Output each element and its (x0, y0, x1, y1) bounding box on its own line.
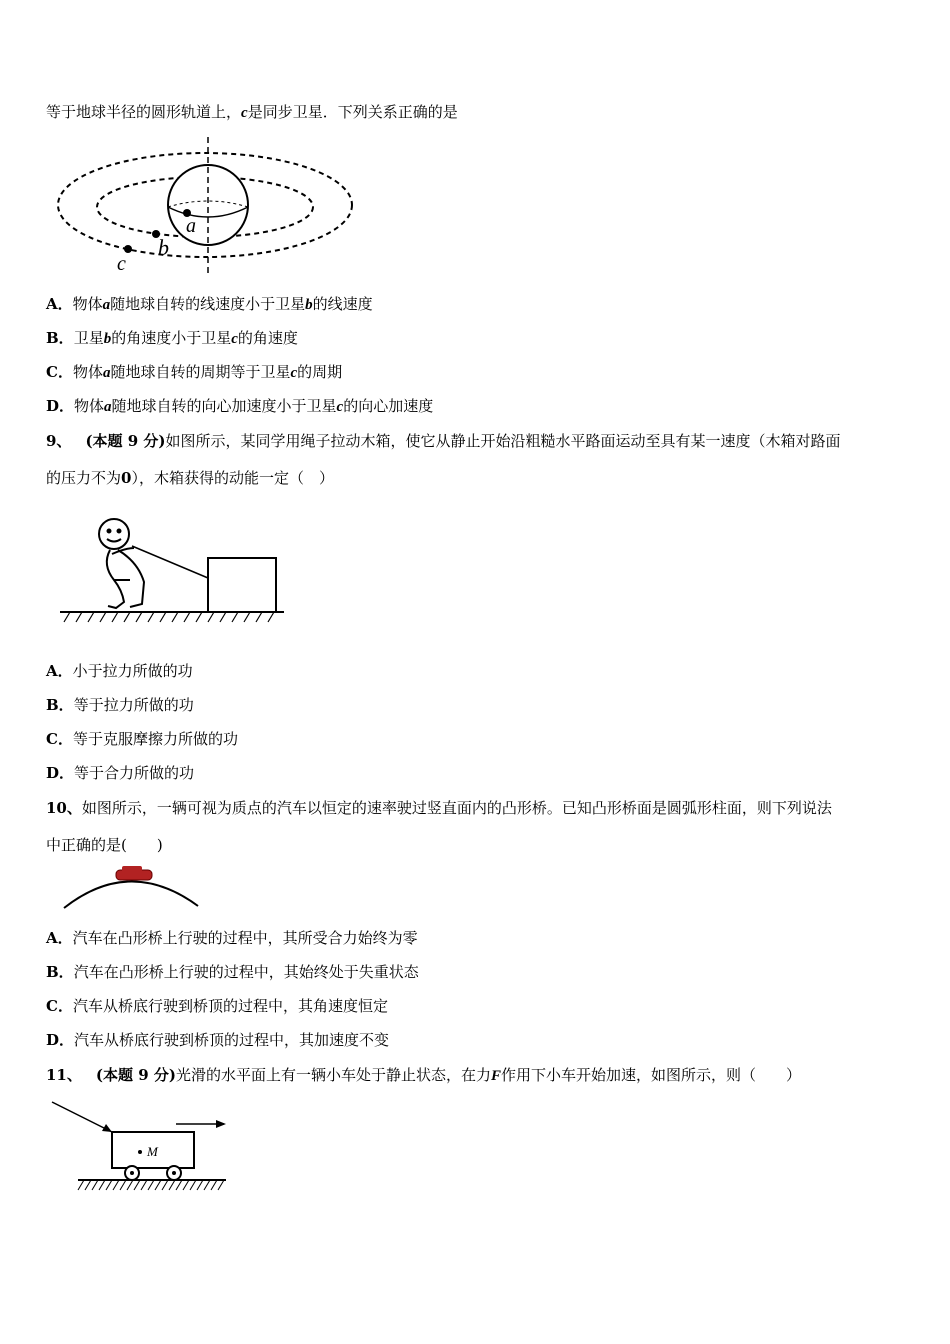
force-line (52, 1102, 112, 1132)
cart-mass-dot (138, 1150, 142, 1154)
mass-label: M (147, 1144, 158, 1159)
cart-ground-hatch (78, 1180, 224, 1190)
q10-option-a: A．汽车在凸形桥上行驶的过程中，其所受合力始终为零 (46, 929, 418, 947)
label-b: b (158, 235, 169, 260)
orbit-figure (50, 135, 360, 275)
q8-option-b: B．卫星b的角速度小于卫星c的角速度 (46, 329, 298, 347)
pulling-box-figure (52, 510, 292, 640)
q8-option-c: C．物体a随地球自转的周期等于卫星c的周期 (46, 363, 343, 381)
q10-option-d: D．汽车从桥底行驶到桥顶的过程中，其加速度不变 (46, 1031, 390, 1049)
bridge-arc (64, 881, 198, 908)
q9-option-b: B．等于拉力所做的功 (46, 696, 194, 714)
q9-option-c: C．等于克服摩擦力所做的功 (46, 730, 238, 748)
convex-bridge-figure (60, 862, 210, 912)
point-c (124, 245, 132, 253)
label-c: c (117, 253, 126, 275)
rope (132, 546, 208, 578)
q9-stem-line2: 的压力不为0），木箱获得的动能一定（ ） (46, 469, 334, 487)
velocity-arrowhead (216, 1120, 226, 1128)
q8-option-d: D．物体a随地球自转的向心加速度小于卫星c的向心加速度 (46, 397, 434, 415)
cart-figure (48, 1098, 238, 1198)
q8-stem: 等于地球半径的圆形轨道上，c是同步卫星．下列关系正确的是 (46, 103, 458, 121)
var-c: c (241, 105, 248, 121)
q9-stem-line1: 9、 (本题 9 分)如图所示，某同学用绳子拉动木箱，使它从静止开始沿粗糙水平路面运动至具有某一速度（木箱对路面 (46, 432, 841, 450)
label-a: a (186, 215, 196, 237)
q9-option-d: D．等于合力所做的功 (46, 764, 195, 782)
q10-stem-line1: 10、如图所示，一辆可视为质点的汽车以恒定的速率驶过竖直面内的凸形桥。已知凸形桥面是圆弧形柱面，则下列说法 (46, 799, 832, 817)
q10-stem-line2: 中正确的是( ) (46, 836, 163, 854)
q8-option-a: A．物体a随地球自转的线速度小于卫星b的线速度 (46, 295, 373, 313)
box (208, 558, 276, 612)
person (99, 519, 144, 608)
q10-option-c: C．汽车从桥底行驶到桥顶的过程中，其角速度恒定 (46, 997, 388, 1015)
q9-option-a: A．小于拉力所做的功 (46, 662, 193, 680)
q11-stem: 11、 (本题 9 分)光滑的水平面上有一辆小车处于静止状态，在力F作用下小车开始加速，如图所示，则（ ） (46, 1066, 801, 1084)
q10-option-b: B．汽车在凸形桥上行驶的过程中，其始终处于失重状态 (46, 963, 419, 981)
ground-hatch (64, 612, 274, 622)
